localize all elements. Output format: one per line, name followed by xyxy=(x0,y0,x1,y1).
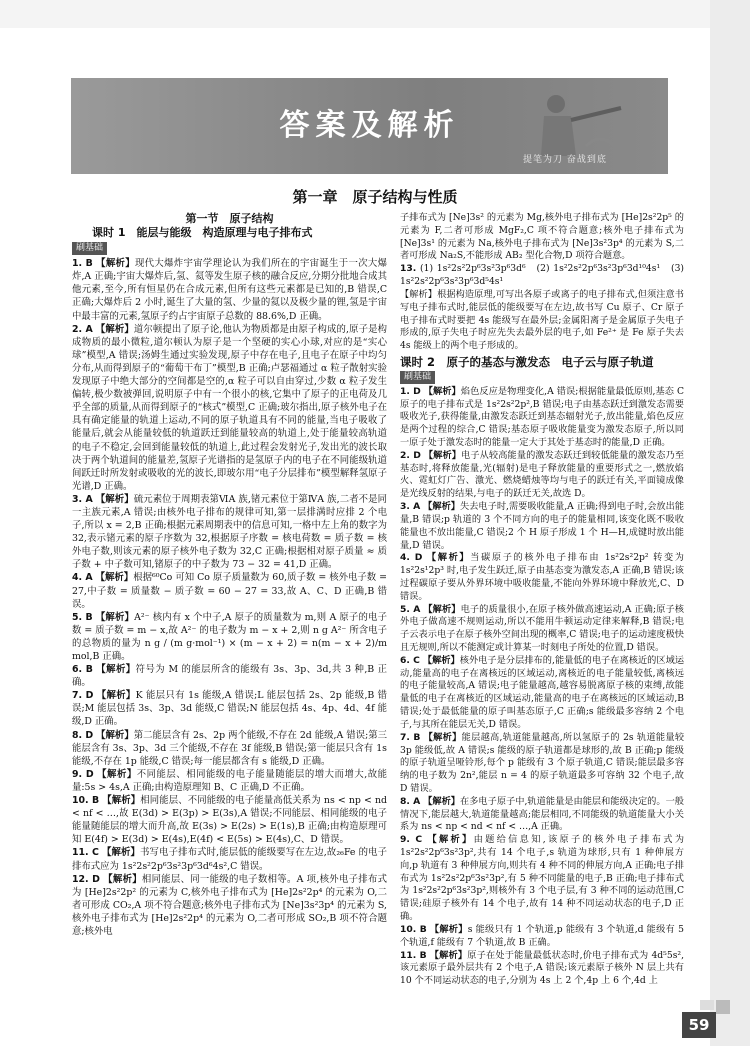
answer-number: 7. B xyxy=(400,731,421,743)
analysis-label: 【解析】 xyxy=(97,768,137,780)
answer-text: 第二能层含有 2s、2p 两个能级,不存在 2d 能级,A 错误;第三能层含有 3s、3p、3d 三个能级,不存在 3f 能级,B 错误;第一能层只含有 1s 能级,不存在 1p 能级,C 错误;每一能层都含有 s 能级,D 正确。 xyxy=(72,729,387,767)
answer-item xyxy=(400,212,684,263)
answer-list xyxy=(400,212,684,353)
analysis-label: 【解析】 xyxy=(95,572,134,584)
answer-text: 失去电子时,需要吸收能量,A 正确;得到电子时,会放出能量,B 错误;p 轨道的 3 个不同方向的电子的能量相同,该变化既不吸收能量也不放出能量,C 错误;2 个 H 原子形成 1 个 H—H,成键时放出能量,D 错误。 xyxy=(400,501,685,551)
answer-text: 焰色反应是物理变化,A 错误;根据能量最低原则,基态 C 原子的电子排布式是 1s²2s²2p²,B 错误;电子由基态跃迁到激发态需要吸收光子,获得能量,由激发态跃迁到基态辐射光子,放出能量,焰色反应是两个过程的综合,C 错误;基态原子吸收能量变为激发态原子,所以同一原子处于激发态时的能量一定大于其处于基态时的能量,D 正确。 xyxy=(400,385,684,448)
right-margin-band xyxy=(710,0,750,1046)
page-corner-deco xyxy=(716,1000,730,1014)
analysis-label: 【解析】 xyxy=(423,449,462,461)
answer-text: 由题给信息知,该原子的核外电子排布式为 1s²2s²2p⁶3s²3p²,共有 14 个电子,s 轨道为球形,只有 1 种伸展方向,p 轨道有 3 种伸展方向,则共有 4 种不同的伸展方向,A 正确;电子排布式为 1s²2s²2p⁶3s²3p²,有 5 种不同能量的电子,B 正确;电子排布式为 1s²2s²2p⁶3s²3p²,则核外有 3 个电子层,有 3 种不同的运动范围,C 错误;硅原子核外有 14 个电子,故有 14 种不同运动状态的电子,D 正确。 xyxy=(400,834,685,923)
top-band xyxy=(0,0,750,28)
analysis-label: 【解析】 xyxy=(95,493,134,505)
answer-number: 11. C xyxy=(72,847,99,859)
answer-item xyxy=(72,794,387,846)
lesson-title: 课时 2 原子的基态与激发态 电子云与原子轨道 xyxy=(400,354,654,369)
answer-text: 核外电子是分层排布的,能量低的电子在离核近的区域运动,能量高的电子在离核远的区域运动,离核近的电子能量较低,离核远的电子能量较高,A 错误;电子能量越高,越容易脱离原子核的束缚,故能量低的电子在离核近的区域运动,能量高的电子在离核远的区域运动,B 错误;处于最低能量的原子叫基态原子,C 正确;s 能级最多容纳 2 个电子,与其所在能层无关,D 错误。 xyxy=(400,654,685,730)
answer-banner xyxy=(71,78,668,174)
answer-number: 4. A xyxy=(72,572,93,584)
analysis-label: 【解析】 xyxy=(102,795,141,807)
answer-item xyxy=(400,386,684,450)
analysis-label: 【解析】 xyxy=(95,611,135,623)
analysis-label: 【解析】 xyxy=(423,603,461,615)
answer-text: (1) 1s²2s²2p⁶3s²3p⁶3d⁶ (2) 1s²2s²2p⁶3s²3p⁶3d¹⁰4s¹ (3) 1s²2s²2p⁶3s²3p⁶3d⁵4s¹ xyxy=(400,263,684,288)
answer-number: 3. A xyxy=(72,493,93,505)
answer-number: 7. D xyxy=(72,690,94,702)
answer-text: A²⁻ 核内有 x 个中子,A 原子的质量数为 m,则 A 原子的电子数 = 质子数 = m − x,故 A²⁻ 的电子数为 m − x + 2,则 n g A²⁻ 所含电子的总物质的量为 n g / (m g·mol⁻¹) × (m − x + 2) = n(m − x + 2)/m mol,B 正确。 xyxy=(72,611,387,662)
analysis-label: 【解析】 xyxy=(96,664,136,676)
answer-text: 当碳原子的核外电子排布由 1s²2s²2p² 转变为 1s²2s¹2p³ 时,电子发生跃迁,原子由基态变为激发态,A 正确,B 错误;该过程碳原子要从外界环境中吸收能量,不能向外界环境中释放光,C、D 错误。 xyxy=(400,552,684,602)
answer-item xyxy=(400,950,684,988)
answer-item xyxy=(400,604,684,655)
answer-number: 13. xyxy=(400,263,417,275)
answer-text: 现代大爆炸宇宙学理论认为我们所在的宇宙诞生于一次大爆炸,A 正确;宇宙大爆炸后,氢、氦等发生原子核的融合反应,分期分批地合成其他元素,至今,所有恒星仍在合成元素,但所有这些元素都是已知的,B 错误,C 正确;大爆炸后 2 小时,诞生了大量的氢、少量的氦以及极少量的锂,氢是宇宙中最丰富的元素,氢原子约占宇宙原子总数的 88.6%,D 正确。 xyxy=(72,258,387,322)
answer-text: 原子在处于能量最低状态时,价电子排布式为 4d⁵5s²,该元素原子最外层共有 2 个电子,A 错误;该元素原子核外 N 层上共有 10 个不同运动状态的电子,分别为 4s 上 2 个,4p 上 6 个,4d 上 xyxy=(400,949,685,987)
answer-text: 子排布式为 [Ne]3s² 的元素为 Mg,核外电子排布式为 [He]2s²2p⁵ 的元素为 F,二者可形成 MgF₂,C 项不符合题意;核外电子排布式为 [Ne]3s¹ 的元素为 Na,核外电子排布式为 [Ne]3s²3p⁴ 的元素为 S,二者可形成 Na₂S,不能形成 AB₂ 型化合物,D 项符合题意。 xyxy=(400,212,684,262)
answer-item xyxy=(400,450,684,501)
answer-item xyxy=(400,796,684,834)
answer-item xyxy=(72,689,387,728)
answer-item xyxy=(400,924,684,950)
answer-text: 硫元素位于周期表第ⅥA 族,锗元素位于第ⅣA 族,二者不是同一主族元素,A 错误;由核外电子排布的规律可知,第一层排满时应排 2 个电子,所以 x = 2,B 正确;根据元素周期表中的信息可知,一格中左上角的数字为 32,表示锗元素的原子序数为 32,根据原子序数 = 核电荷数 = 质子数 = 核外电子数,则该元素的原子核外电子数为 32,C 正确;根据相对原子质量 ≈ 质子数 + 中子数可知,锗原子的中子数为 73 − 32 = 41,D 正确。 xyxy=(72,493,388,571)
analysis-label: 【解析】 xyxy=(96,729,134,741)
answer-number: 1. B xyxy=(72,258,93,270)
answer-item xyxy=(400,834,684,924)
answer-text: 根据⁶⁰Co 可知 Co 原子质量数为 60,质子数 = 核外电子数 = 27,中子数 = 质量数 − 质子数 = 60 − 27 = 33,故 A、C、D 正确,B 错误。 xyxy=(72,572,387,610)
analysis-label: 【解析】 xyxy=(96,258,135,270)
answer-text: 【解析】根据构造原理,可写出各原子或离子的电子排布式,但须注意书写电子排布式时,能层低的能级要写在左边,故书写 Cu 原子、Cr 原子电子排布式时要把 4s 能级写在最外层;金属阳离子是金属原子失电子形成的,原子失电子时应先失去最外层的电子,如 Fe²⁺ 是 Fe 原子失去 4s 能级上的两个电子形成的。 xyxy=(400,288,684,352)
answer-item xyxy=(72,571,387,610)
answer-number: 3. A xyxy=(400,501,421,513)
answer-item xyxy=(400,655,684,732)
section-tag: 刷基础 xyxy=(72,242,107,255)
answer-item xyxy=(72,729,387,768)
answer-number: 10. B xyxy=(72,795,100,807)
answer-text: 电子从较高能量的激发态跃迁到较低能量的激发态乃至基态时,将释放能量,光(辐射)是电子释放能量的重要形式之一,燃放焰火、霓虹灯广告、激光、燃烧蜡烛等均与电子的跃迁有关,平面镜成像是光线反射的结果,与电子的跃迁无关,故选 D。 xyxy=(400,449,685,500)
analysis-label: 【解析】 xyxy=(423,731,462,743)
analysis-label: 【解析】 xyxy=(103,873,142,885)
answer-number: 9. C xyxy=(400,834,423,846)
analysis-label: 【解析】 xyxy=(96,690,136,702)
analysis-label: 【解析】 xyxy=(422,654,460,666)
answer-number: 2. D xyxy=(400,449,421,461)
analysis-label: 【解析】 xyxy=(423,501,460,513)
answer-text: 相同能层、不同能级的电子能量高低关系为 ns < np < nd < nf < …,故 E(3d) > E(3p) > E(3s),A 错误;不同能层、相同能级的电子能量随能层的增大而升高,故 E(3s) > E(2s) > E(1s),B 正确;由构造原理可知 E(4f) > E(3d) > E(4s),E(4f) < E(5s) > E(4s),C、D 错误。 xyxy=(72,795,387,846)
answer-text: 不同能层、相同能级的电子能量随能层的增大而增大,故能量:5s > 4s,A 正确;由构造原理知 B、C 正确,D 不正确。 xyxy=(72,768,387,793)
answer-item xyxy=(72,846,387,872)
banner-slogan: 提笔为刀 奋战到底 xyxy=(523,155,607,165)
answer-text: s 能级只有 1 个轨道,p 能级有 3 个轨道,d 能级有 5 个轨道,f 能级有 7 个轨道,故 B 正确。 xyxy=(400,923,685,948)
analysis-label: 【解析】 xyxy=(429,949,468,961)
answer-list xyxy=(400,386,684,988)
answer-item xyxy=(400,501,684,552)
answer-item xyxy=(400,732,684,796)
answer-number: 2. A xyxy=(72,323,93,335)
analysis-label: 【解析】 xyxy=(429,923,468,935)
answer-text: K 能层只有 1s 能级,A 错误;L 能层包括 2s、2p 能级,B 错误;M 能层包括 3s、3p、3d 能级,C 错误;N 能层包括 4s、4p、4d、4f 能级,D 正确。 xyxy=(72,690,387,728)
answer-item xyxy=(400,263,684,289)
analysis-label: 【解析】 xyxy=(423,795,461,807)
answer-number: 8. A xyxy=(400,795,421,807)
answer-item xyxy=(400,552,684,603)
answer-number: 6. C xyxy=(400,654,420,666)
answer-number: 12. D xyxy=(72,873,100,885)
answer-text: 书写电子排布式时,能层低的能级要写在左边,故₂₆Fe 的电子排布式应为 1s²2s²2p⁶3s²3p⁶3d⁶4s²,C 错误。 xyxy=(72,847,387,872)
answer-item xyxy=(72,873,387,938)
answer-number: 6. B xyxy=(72,664,93,676)
answer-text: 符号为 M 的能层所含的能级有 3s、3p、3d,共 3 种,B 正确。 xyxy=(72,664,387,689)
answer-text: 电子的质量很小,在原子核外做高速运动,A 正确;原子核外电子做高速不规则运动,所以不能用牛顿运动定律来解释,B 错误;电子云表示电子在原子核外空间出现的概率,C 错误;电子的运动速度极快且无规则,所以不能测定或计算某一时刻电子所处的位置,D 错误。 xyxy=(400,603,684,653)
lesson-title: 课时 1 能层与能级 构造原理与电子排布式 xyxy=(92,226,313,240)
chapter-title: 第一章 原子结构与性质 xyxy=(292,188,458,206)
answer-item xyxy=(72,768,387,794)
answer-text: 能层越高,轨道能量越高,所以氢原子的 2s 轨道能量较 3p 能级低,故 A 错误;s 能级的原子轨道都是球形的,故 B 正确;p 能级的原子轨道呈哑铃形,每个 p 能级有 3 个原子轨道,C 错误;能层最多容纳的电子数为 2n²,能层 n = 4 的原子轨道最多可容纳 32 个电子,故 D 错误。 xyxy=(400,731,685,794)
answer-number: 10. B xyxy=(400,923,427,935)
answer-number: 1. D xyxy=(400,385,421,397)
answer-item xyxy=(72,663,387,689)
answer-number: 9. D xyxy=(72,768,94,780)
answer-text: 在多电子原子中,轨道能量是由能层和能级决定的。一般情况下,能层越大,轨道能量越高;能层相同,不同能级的轨道能量大小关系为 ns < np < nd < nf < …,A 正确。 xyxy=(400,795,684,833)
section-tag: 刷基础 xyxy=(400,371,435,384)
analysis-label: 【解析】 xyxy=(423,385,461,397)
answer-number: 5. B xyxy=(72,611,93,623)
answer-number: 11. B xyxy=(400,949,427,961)
section-title: 第一节 原子结构 xyxy=(185,212,274,225)
banner-title: 答案及解析 xyxy=(279,108,460,143)
answer-list xyxy=(72,257,387,938)
right-column xyxy=(400,212,684,988)
answer-text: 道尔顿提出了原子论,他认为物质都是由原子构成的,原子是构成物质的最小微粒,道尔顿认为原子是一个坚硬的实心小球,对应的是“实心球”模型,A 错误;汤姆生通过实验发现,原子中存在电子,且电子在原子中均匀分布,从而得到原子的“葡萄干布丁”模型,B 正确;卢瑟福通过 α 粒子散射实验发现原子中绝大部分的空间都是空的,α 粒子可以自由穿过,少数 α 粒子发生偏转,极少数被弹回,说明原子中有一个很小的核,它集中了原子的正电荷及几乎全部的质量,从而得到原子的“核式”模型,C 正确;玻尔指出,原子核外电子在具有确定能量的轨道上运动,不同的原子轨道具有不同的能量,当电子吸收了能量后,就会从能量较低的轨道跃迁到能量较高的轨道上,处于能量较高轨道的电子不稳定,会回到能量较低的轨道上,此过程会发射光子,发出光的波长取决于两个轨道间的能量差,氢原子光谱指的是氢原子内的电子在不同能级轨道间跃迁时所发射或吸收的光的波长,即玻尔用“电子分层排布”模型解释氢原子光谱,D 正确。 xyxy=(72,323,387,492)
answer-number: 5. A xyxy=(400,603,421,615)
page-number: 59 xyxy=(682,1012,716,1038)
answer-item xyxy=(72,611,387,663)
answer-text: 相同能层、同一能级的电子数相等。A 项,核外电子排布式为 [He]2s²2p² 的元素为 C,核外电子排布式为 [He]2s²2p⁴ 的元素为 O,二者可形成 CO₂,A 项不符合题意;核外电子排布式为 [Ne]3s²3p⁴ 的元素为 S,核外电子排布式为 [He]2s²2p⁴ 的元素为 O,二者可形成 SO₂,B 项不符合题意;核外电 xyxy=(72,873,388,937)
analysis-label: 【解析】 xyxy=(102,847,141,859)
page-corner-deco xyxy=(700,1000,714,1010)
analysis-label: 【解析】 xyxy=(95,323,134,335)
analysis-label: 【解析】 xyxy=(427,834,474,846)
answer-item xyxy=(72,493,387,572)
answer-item xyxy=(400,289,684,353)
answer-item xyxy=(72,323,387,493)
analysis-label: 【解析】 xyxy=(426,552,471,564)
left-column xyxy=(72,212,387,938)
answer-item xyxy=(72,257,387,322)
answer-number: 4. D xyxy=(400,552,423,564)
answer-number: 8. D xyxy=(72,729,94,741)
